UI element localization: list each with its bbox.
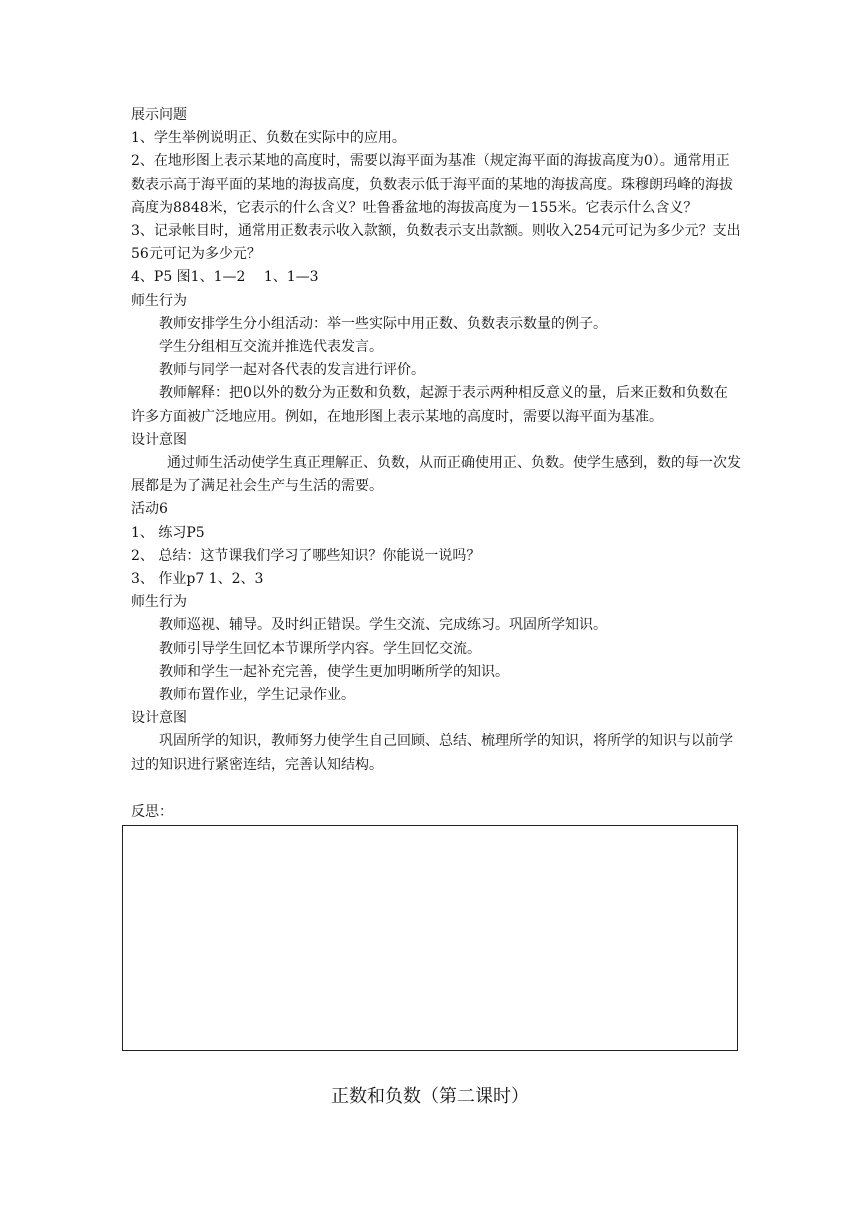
next-lesson-title: 正数和负数（第二课时） <box>331 1086 529 1107</box>
question-1: 1、学生举例说明正、负数在实际中的应用。 <box>131 130 406 147</box>
section-heading-activity: 活动6 <box>131 501 168 518</box>
behavior-paragraph: 教师布置作业，学生记录作业。 <box>159 687 355 704</box>
behavior-paragraph: 学生分组相互交流并推选代表发言。 <box>159 339 383 356</box>
behavior-paragraph-text: 教师解释：把0以外的数分为正数和负数，起源于表示两种相反意义的量，后来正数和负数在许多方面被广泛地应用。例如，在地形图上表示某地的高度时，需要以海平面为基准。 <box>131 385 728 425</box>
behavior-paragraph: 教师引导学生回忆本节课所学内容。学生回忆交流。 <box>159 640 481 657</box>
reflection-box <box>122 825 738 1051</box>
behavior-paragraph: 教师和学生一起补充完善，使学生更加明晰所学的知识。 <box>159 663 509 680</box>
activity-item: 3、 作业p7 1、2、3 <box>131 571 264 588</box>
behavior-paragraph: 教师与同学一起对各代表的发言进行评价。 <box>159 362 425 379</box>
question-3: 3、记录帐目时，通常用正数表示收入款额，负数表示支出款额。则收入254元可记为多少元？支出56元可记为多少元？ <box>131 223 741 263</box>
section-heading-behavior-2: 师生行为 <box>131 594 187 611</box>
question-2: 2、在地形图上表示某地的高度时，需要以海平面为基准（规定海平面的海拔高度为0）。通常用正数表示高于海平面的某地的海拔高度，负数表示低于海平面的某地的海拔高度。珠穆朗玛峰的海拔高度为8848米，它表示的什么含义？吐鲁番盆地的海拔高度为－155米。它表示什么含义？ <box>131 153 733 216</box>
behavior-paragraph <box>131 382 741 428</box>
section-heading-display: 展示问题 <box>131 107 187 123</box>
section-heading-design: 设计意图 <box>131 431 187 448</box>
question-4: 4、P5 图1、1—2 1、1—3 <box>131 269 319 286</box>
reflection-label: 反思： <box>131 804 173 820</box>
lesson-content <box>131 104 741 777</box>
activity-item: 2、 总结：这节课我们学习了哪些知识？你能说一说吗？ <box>131 547 481 564</box>
behavior-paragraph: 教师巡视、辅导。及时纠正错误。学生交流、完成练习。巩固所学知识。 <box>159 617 607 634</box>
design-paragraph-text: 通过师生活动使学生真正理解正、负数，从而正确使用正、负数。使学生感到，数的每一次发展都是为了满足社会生产与生活的需要。 <box>131 455 741 495</box>
behavior-paragraph: 教师安排学生分小组活动：举一些实际中用正数、负数表示数量的例子。 <box>159 315 607 332</box>
section-heading-behavior: 师生行为 <box>131 292 187 309</box>
design-paragraph-text: 巩固所学的知识，教师努力使学生自己回顾、总结、梳理所学的知识，将所学的知识与以前学过的知识进行紧密连结，完善认知结构。 <box>131 733 733 773</box>
section-heading-design-2: 设计意图 <box>131 710 187 727</box>
activity-item: 1、 练习P5 <box>131 524 205 541</box>
design-paragraph <box>131 452 741 498</box>
design-paragraph <box>131 730 741 776</box>
